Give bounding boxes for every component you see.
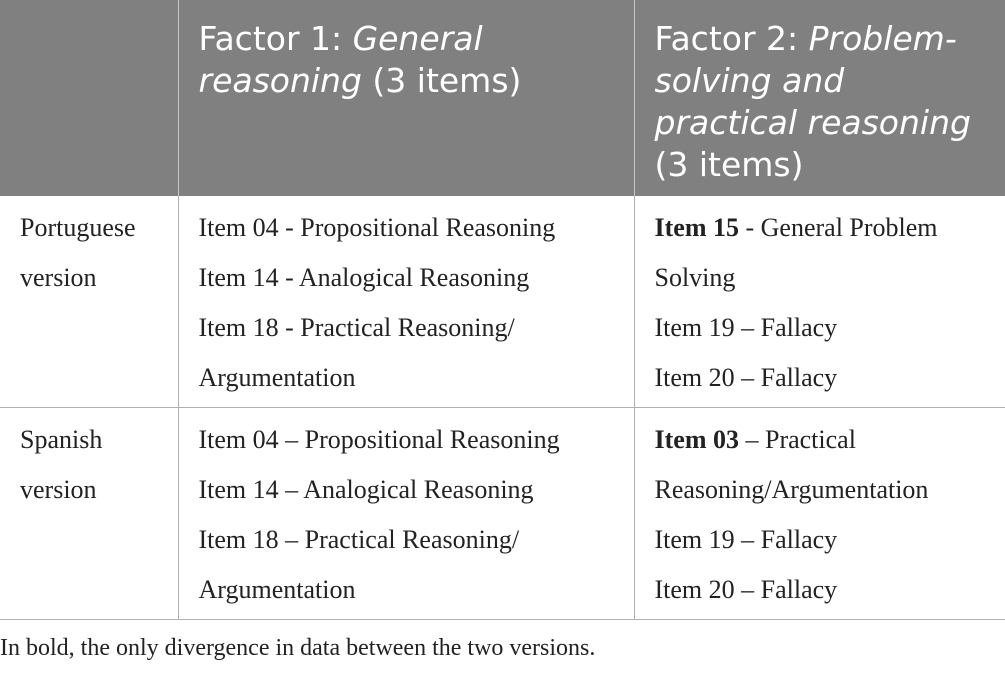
- header-factor-1: [178, 0, 634, 196]
- factor-1-item: Item 04 – Propositional Reasoning: [198, 425, 560, 454]
- version-cell: [0, 196, 178, 408]
- header-factor-2-count: (3 items): [654, 145, 804, 184]
- header-factor-2-name-line2: solving and: [654, 61, 845, 100]
- factor-1-item: Item 18 - Practical Reasoning/: [198, 313, 515, 342]
- divergent-item-text: – Practical: [738, 425, 856, 454]
- header-factor-2: [634, 0, 1005, 196]
- factor-2-item: Item 19 – Fallacy: [654, 525, 838, 554]
- factor-2-items-cell: [634, 196, 1005, 408]
- table-row-portuguese: [0, 196, 1005, 408]
- factor-1-item: Argumentation: [198, 363, 356, 392]
- divergent-item-number: Item 03: [654, 425, 739, 454]
- factor-1-item: Argumentation: [198, 575, 356, 604]
- factor-2-item: Item 19 – Fallacy: [654, 313, 838, 342]
- factor-1-item: Item 14 – Analogical Reasoning: [198, 475, 534, 504]
- version-label-line1: Portuguese: [20, 213, 136, 242]
- factor-2-item-divergent: [655, 415, 986, 465]
- divergent-item-continuation: Reasoning/Argumentation: [654, 475, 929, 504]
- table-header: [0, 0, 1005, 196]
- factor-1-item: Item 14 - Analogical Reasoning: [198, 263, 530, 292]
- divergent-item-number: Item 15: [654, 213, 739, 242]
- header-factor-1-name: General reasoning: [198, 19, 483, 100]
- factor-1-items-cell: [178, 196, 634, 408]
- header-factor-2-prefix: Factor 2:: [654, 19, 809, 58]
- divergent-item-text: - General Problem: [738, 213, 938, 242]
- header-row: [0, 0, 1005, 196]
- factor-2-item: Item 20 – Fallacy: [654, 363, 838, 392]
- factor-1-item: Item 04 - Propositional Reasoning: [198, 213, 556, 242]
- factor-2-items-cell: [634, 408, 1005, 620]
- version-label-line2: version: [20, 475, 97, 504]
- factor-2-item: Item 20 – Fallacy: [654, 575, 838, 604]
- header-factor-1-prefix: Factor 1:: [198, 19, 353, 58]
- divergent-item-continuation: Solving: [654, 263, 736, 292]
- table-footnote: In bold, the only divergence in data between the two versions.: [0, 635, 596, 661]
- version-cell: [0, 408, 178, 620]
- table-row-spanish: [0, 408, 1005, 620]
- header-factor-1-count: (3 items): [361, 61, 522, 100]
- header-factor-2-name-line3: practical reasoning: [654, 103, 971, 142]
- version-label-line2: version: [20, 263, 97, 292]
- factor-1-item: Item 18 – Practical Reasoning/: [198, 525, 520, 554]
- header-factor-2-name-line1: Problem-: [808, 19, 957, 58]
- table-body: [0, 196, 1005, 620]
- header-cell-empty: [0, 0, 178, 196]
- factor-1-items-cell: [178, 408, 634, 620]
- version-label-line1: Spanish: [20, 425, 103, 454]
- factor-2-item-divergent: [655, 203, 986, 253]
